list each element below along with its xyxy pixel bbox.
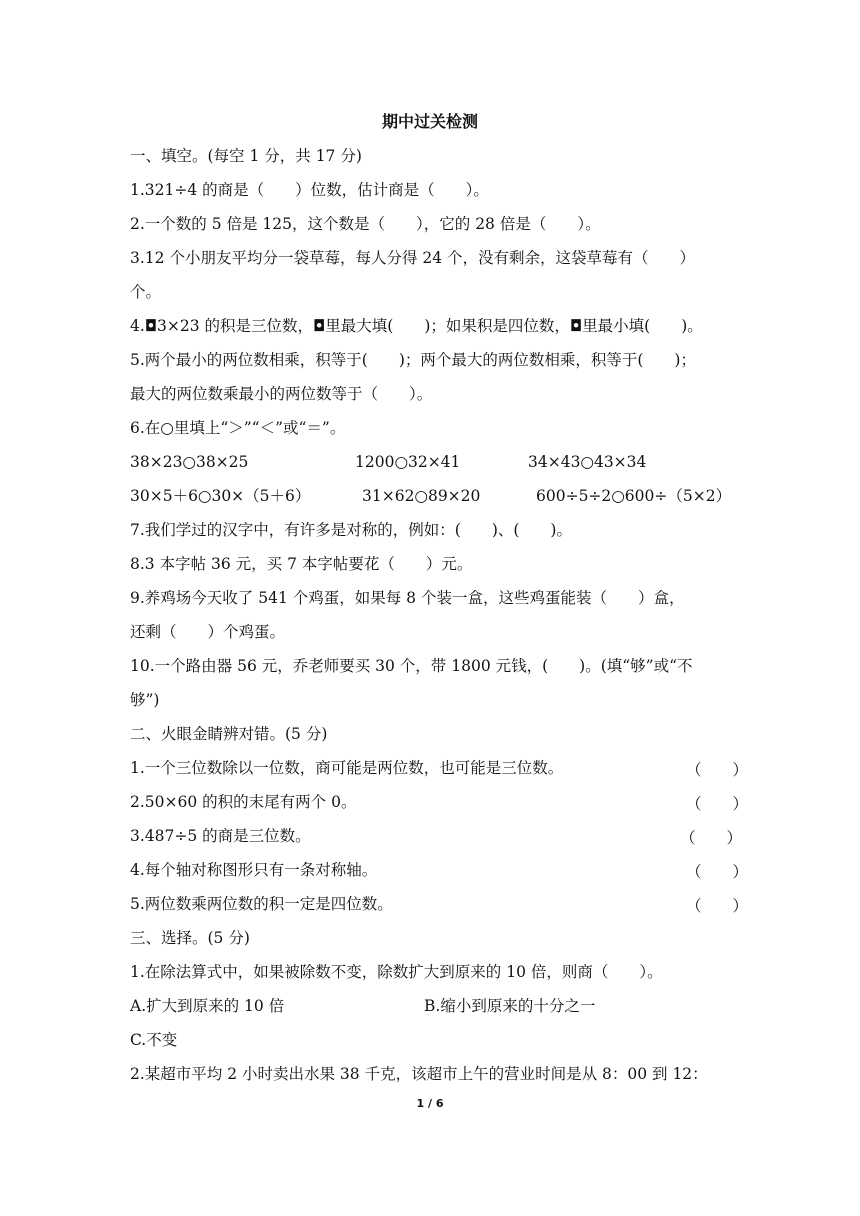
question-1-6: 6.在○里填上“＞”“＜”或“＝”。 — [130, 419, 346, 437]
question-1-2: 2.一个数的 5 倍是 125，这个数是（ ），它的 28 倍是（ ）。 — [130, 215, 601, 233]
question-1-3a: 3.12 个小朋友平均分一袋草莓，每人分得 24 个，没有剩余，这袋草莓有（ ） — [130, 249, 696, 267]
question-1-5a: 5.两个最小的两位数相乘，积等于( )；两个最大的两位数相乘，积等于( )； — [130, 351, 696, 369]
true-false-item-3: 3.487÷5 的商是三位数。 — [130, 827, 311, 845]
compare-item-3: 34×43○43×34 — [528, 453, 647, 471]
answer-paren-1: （ ） — [686, 761, 749, 779]
question-1-10b: 够”) — [130, 691, 160, 709]
page-title: 期中过关检测 — [381, 112, 478, 131]
question-1-8: 8.3 本字帖 36 元，买 7 本字帖要花（ ）元。 — [130, 555, 473, 573]
answer-paren-3: （ ） — [680, 829, 743, 847]
section2-heading: 二、火眼金睛辨对错。(5 分) — [130, 725, 328, 743]
true-false-item-4: 4.每个轴对称图形只有一条对称轴。 — [130, 861, 378, 879]
compare-item-6: 600÷5÷2○600÷（5×2） — [536, 487, 732, 505]
question-1-5b: 最大的两位数乘最小的两位数等于（ ）。 — [130, 385, 433, 403]
question-1-10a: 10.一个路由器 56 元，乔老师要买 30 个，带 1800 元钱，( )。(填“够”或“不 — [130, 657, 693, 675]
true-false-item-5: 5.两位数乘两位数的积一定是四位数。 — [130, 895, 393, 913]
answer-paren-2: （ ） — [686, 795, 749, 813]
choice-c: C.不变 — [130, 1031, 178, 1049]
answer-paren-5: （ ） — [686, 897, 749, 915]
question-1-3b: 个。 — [130, 283, 162, 301]
compare-item-4: 30×5＋6○30×（5＋6） — [130, 487, 311, 505]
page-number: 1 / 6 — [416, 1097, 444, 1110]
compare-item-2: 1200○32×41 — [355, 453, 461, 471]
compare-item-5: 31×62○89×20 — [362, 487, 481, 505]
question-3-2: 2.某超市平均 2 小时卖出水果 38 千克，该超市上午的营业时间是从 8：00 到 12： — [130, 1065, 708, 1083]
true-false-item-1: 1.一个三位数除以一位数，商可能是两位数，也可能是三位数。 — [130, 759, 564, 777]
question-1-4: 4.◘3×23 的积是三位数，◘里最大填( )；如果积是四位数，◘里最小填( )。 — [130, 317, 703, 335]
section1-heading: 一、填空。(每空 1 分，共 17 分) — [130, 147, 362, 165]
true-false-item-2: 2.50×60 的积的末尾有两个 0。 — [130, 793, 357, 811]
question-1-1: 1.321÷4 的商是（ ）位数，估计商是（ ）。 — [130, 181, 489, 199]
question-1-9b: 还剩（ ）个鸡蛋。 — [130, 623, 286, 641]
section3-heading: 三、选择。(5 分) — [130, 929, 250, 947]
question-1-7: 7.我们学过的汉字中，有许多是对称的，例如：( )、( )。 — [130, 521, 572, 539]
choice-a: A.扩大到原来的 10 倍 — [130, 997, 285, 1015]
question-1-9a: 9.养鸡场今天收了 541 个鸡蛋，如果每 8 个装一盒，这些鸡蛋能装（ ）盒， — [130, 589, 685, 607]
question-3-1: 1.在除法算式中，如果被除数不变，除数扩大到原来的 10 倍，则商（ ）。 — [130, 963, 663, 981]
answer-paren-4: （ ） — [686, 863, 749, 881]
choice-b: B.缩小到原来的十分之一 — [424, 997, 596, 1015]
compare-item-1: 38×23○38×25 — [130, 453, 249, 471]
